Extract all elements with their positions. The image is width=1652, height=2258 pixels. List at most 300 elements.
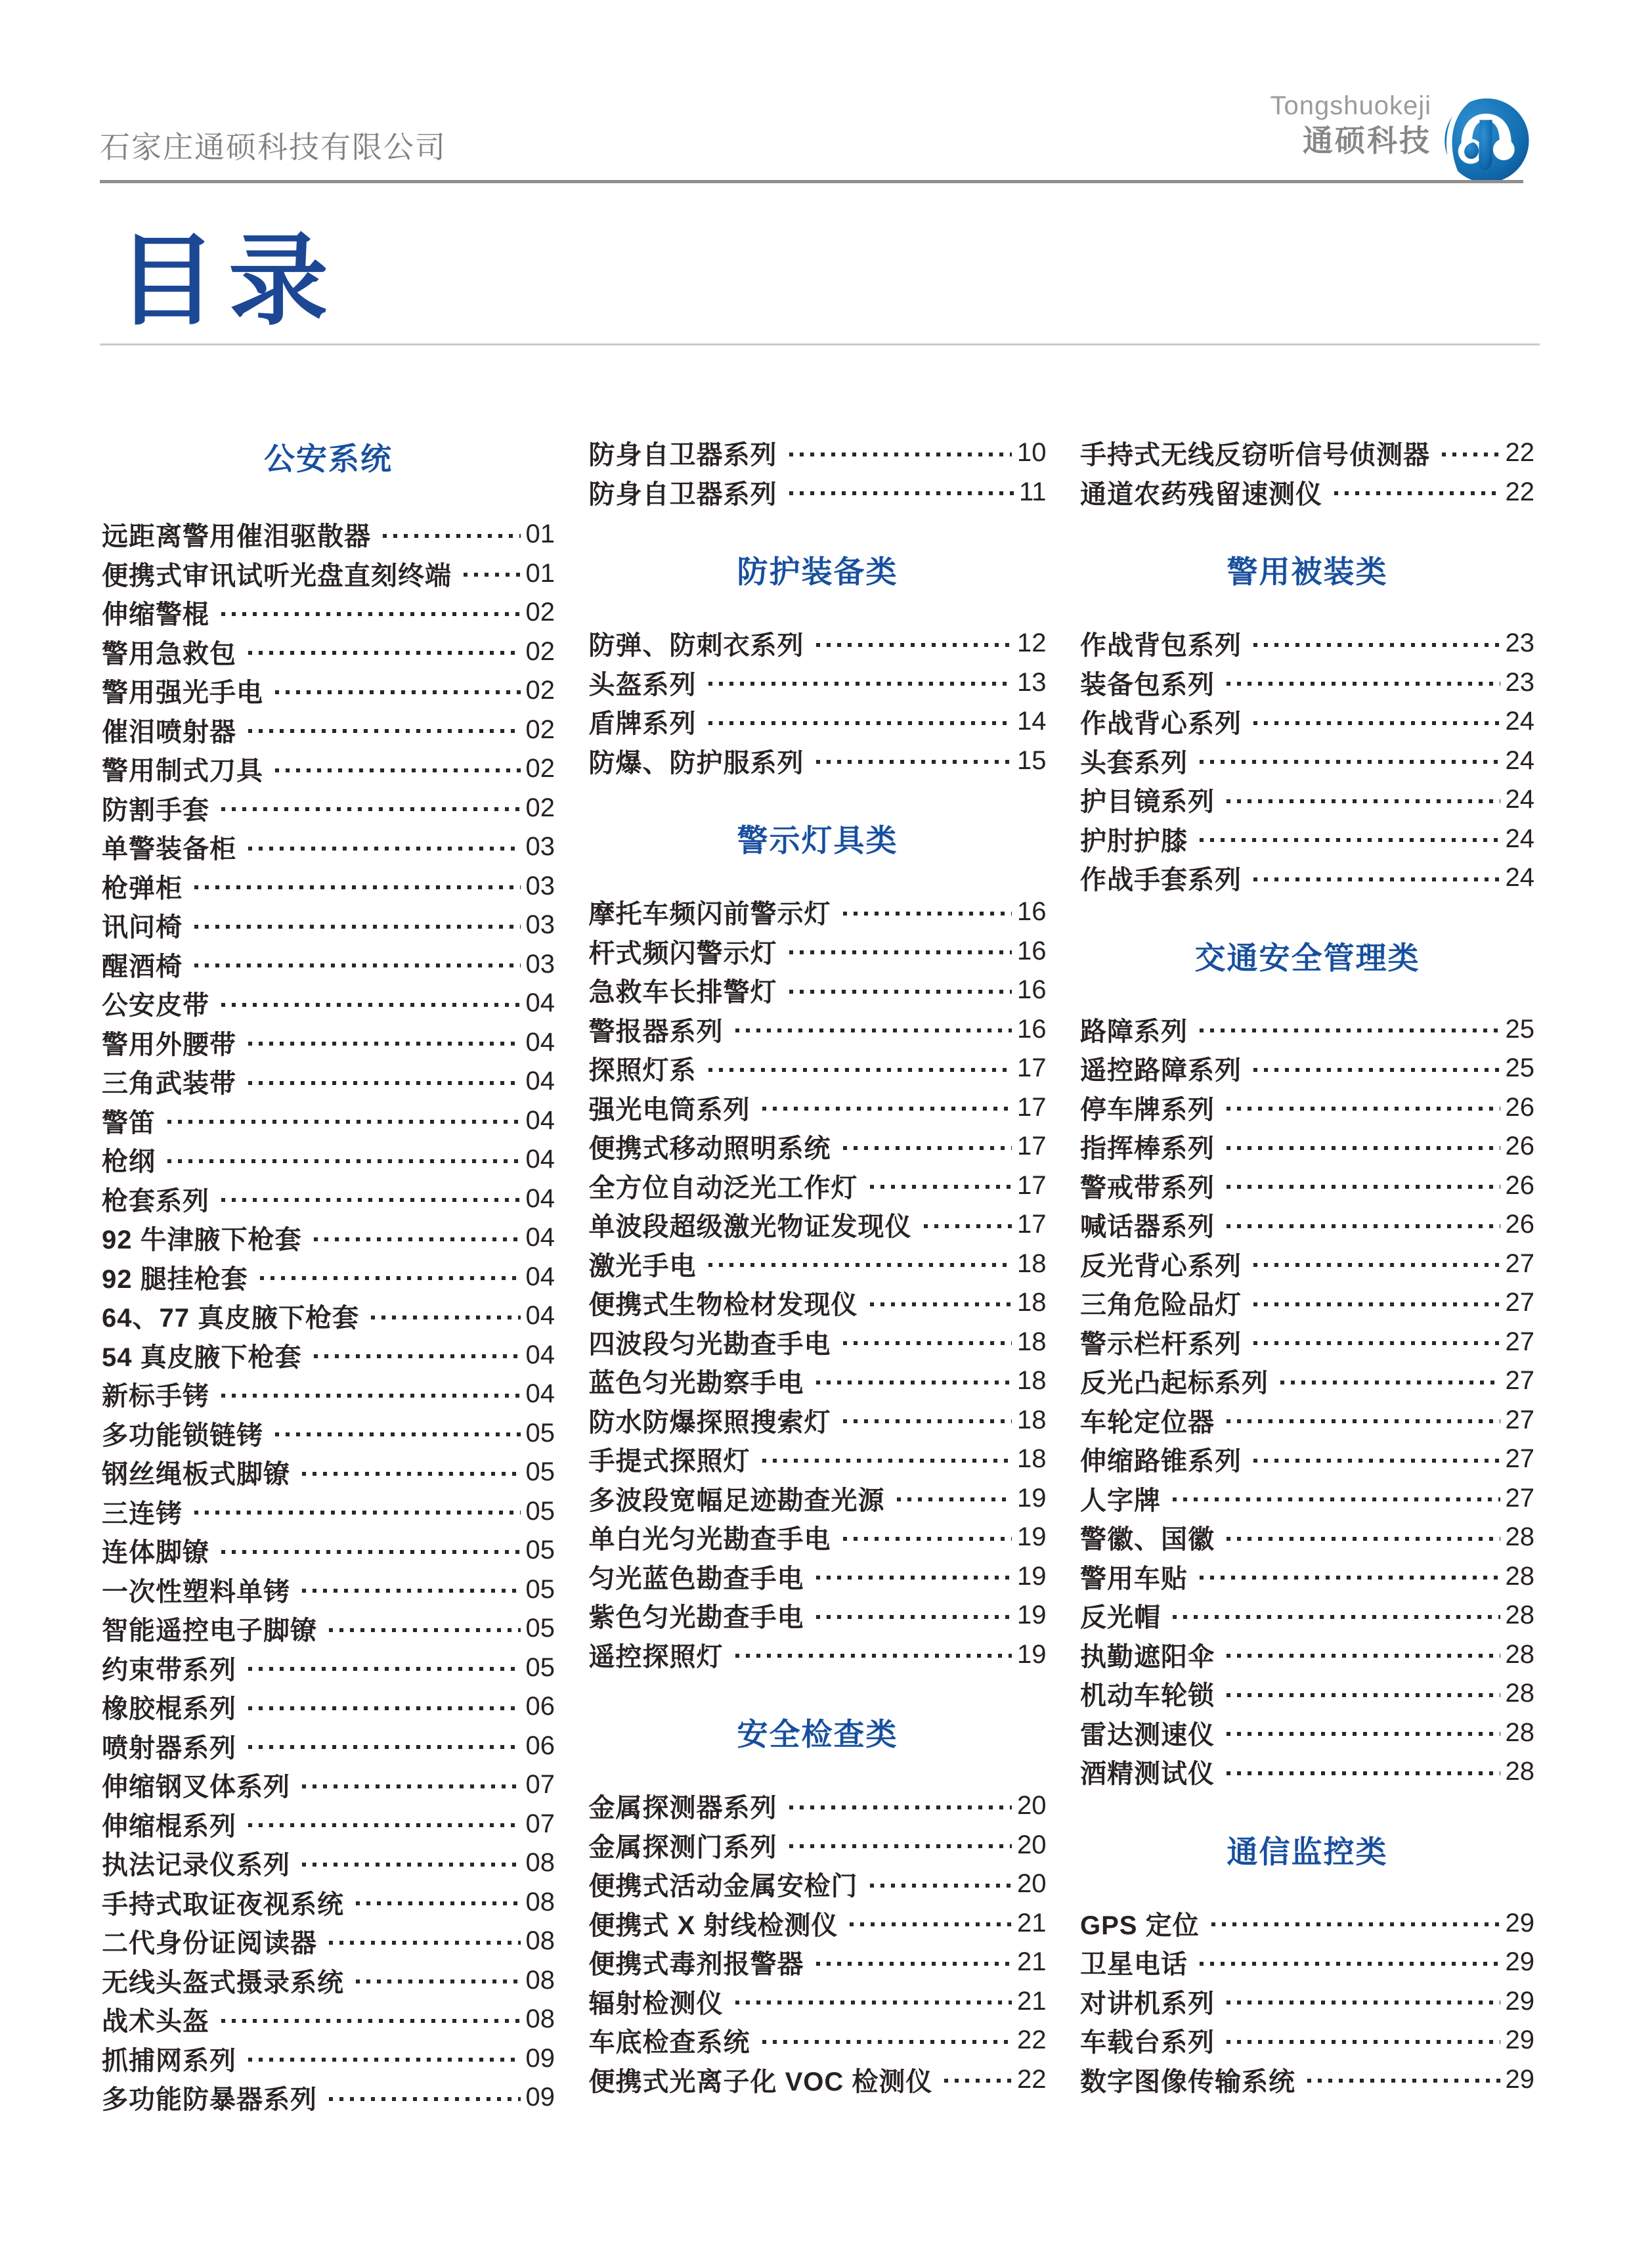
toc-item-page: 04	[525, 1262, 555, 1291]
toc-item-label: 装备包系列	[1080, 670, 1215, 699]
toc-item-label: 便携式活动金属安检门	[588, 1872, 858, 1901]
toc-item-page: 27	[1505, 1483, 1534, 1513]
dot-leader	[167, 1120, 521, 1124]
toc-item	[1080, 1557, 1534, 1597]
dot-leader	[167, 1159, 521, 1163]
toc-item-label: 车底检查系统	[588, 2028, 750, 2058]
dot-leader	[194, 1511, 521, 1515]
toc-item	[589, 1826, 1047, 1865]
toc-item-page: 04	[525, 1184, 555, 1213]
toc-item-page: 19	[1017, 1522, 1047, 1552]
toc-item-page: 24	[1505, 707, 1534, 736]
dot-leader	[221, 807, 521, 811]
toc-item-label: 杆式频闪警示灯	[588, 939, 777, 968]
toc-item-page: 29	[1505, 2064, 1534, 2094]
toc-item-label: 数字图像传输系统	[1080, 2067, 1295, 2096]
toc-item-page: 18	[1017, 1249, 1047, 1278]
toc-item-page: 01	[525, 558, 555, 588]
dot-leader	[1442, 453, 1500, 456]
toc-item-label: 钢丝绳板式脚镣	[102, 1460, 290, 1490]
dot-leader	[1253, 877, 1500, 881]
toc-item-label: 雷达测速仪	[1080, 1720, 1215, 1750]
toc-item-label: 反光凸起标系列	[1080, 1369, 1269, 1398]
toc-item	[1080, 820, 1534, 859]
dot-leader	[221, 1394, 521, 1398]
toc-item-label: 盾牌系列	[588, 709, 697, 739]
toc-item	[1080, 1982, 1534, 2022]
toc-item	[1080, 2060, 1534, 2100]
toc-item	[102, 1023, 555, 1063]
toc-item	[589, 1440, 1047, 1479]
toc-item-page: 07	[525, 1770, 555, 1800]
dot-leader	[248, 729, 521, 733]
toc-item	[102, 632, 555, 672]
toc-item-page: 06	[525, 1692, 555, 1721]
dot-leader	[464, 573, 521, 577]
toc-item-page: 23	[1505, 667, 1534, 697]
toc-item	[102, 711, 555, 750]
toc-item-page: 24	[1505, 824, 1534, 853]
toc-item-label: 金属探测门系列	[588, 1832, 777, 1862]
section-heading: 防护装备类	[737, 554, 898, 589]
toc-item-label: 作战背心系列	[1080, 709, 1242, 739]
toc-item	[1080, 1440, 1534, 1479]
toc-item-page: 28	[1505, 1601, 1534, 1630]
dot-leader	[735, 1654, 1012, 1658]
header-divider	[100, 180, 1523, 183]
toc-item-label: 约束带系列	[102, 1655, 236, 1685]
toc-item-page: 05	[525, 1652, 555, 1682]
toc-item-label: 橡胶棍系列	[102, 1694, 236, 1724]
dot-leader	[1227, 1419, 1500, 1423]
toc-item-label: 手持式无线反窃听信号侦测器	[1080, 441, 1430, 470]
toc-item-label: 反光背心系列	[1080, 1251, 1242, 1281]
dot-leader	[1227, 682, 1500, 686]
dot-leader	[1227, 1654, 1500, 1658]
toc-item	[102, 1101, 555, 1141]
toc-item-label: 反光帽	[1080, 1603, 1161, 1633]
toc-item	[589, 932, 1047, 971]
toc-item	[1080, 742, 1534, 781]
toc-item-label: 头套系列	[1080, 748, 1188, 778]
toc-item-label: 便携式移动照明系统	[588, 1134, 831, 1164]
toc-item-label: 便携式审讯试听光盘直刻终端	[102, 561, 452, 590]
toc-item-page: 03	[525, 832, 555, 862]
dot-leader	[1227, 1146, 1500, 1150]
dot-leader	[221, 612, 521, 616]
toc-item-label: 警用车贴	[1080, 1564, 1188, 1593]
toc-item-page: 05	[525, 1457, 555, 1487]
toc-item	[102, 1531, 555, 1570]
company-name: 石家庄通硕科技有限公司	[100, 130, 446, 164]
toc-item	[589, 1127, 1047, 1166]
toc-item-label: 作战背包系列	[1080, 631, 1242, 661]
section-heading: 公安系统	[264, 441, 393, 476]
toc-item-label: 匀光蓝色勘查手电	[588, 1564, 804, 1593]
section-heading: 交通安全管理类	[1194, 940, 1420, 975]
toc-item	[1080, 2021, 1534, 2060]
toc-item	[589, 1088, 1047, 1128]
toc-item	[1080, 433, 1534, 473]
toc-item-page: 09	[525, 2043, 555, 2073]
toc-item	[102, 1336, 555, 1375]
toc-item-page: 08	[525, 1965, 555, 1995]
dot-leader	[735, 2001, 1012, 2004]
toc-item-label: 单白光匀光勘查手电	[588, 1525, 831, 1555]
logo-text-en: Tongshuokeji	[1270, 91, 1431, 120]
toc-item-page: 16	[1017, 1014, 1047, 1044]
toc-item-label: 头盔系列	[588, 670, 697, 699]
dot-leader	[356, 1901, 521, 1905]
toc-item-page: 22	[1017, 2064, 1047, 2094]
dot-leader	[248, 1667, 521, 1671]
toc-item-page: 02	[525, 793, 555, 822]
toc-item	[589, 1205, 1047, 1245]
toc-item-label: 警用制式刀具	[102, 757, 263, 786]
dot-leader	[816, 1962, 1012, 1966]
toc-item-page: 25	[1505, 1014, 1534, 1044]
toc-item-page: 05	[525, 1536, 555, 1565]
dot-leader	[275, 1432, 521, 1436]
toc-item	[1080, 1127, 1534, 1166]
toc-item-page: 08	[525, 1887, 555, 1916]
dot-leader	[314, 1237, 521, 1241]
toc-item-label: 防爆、防护服系列	[588, 748, 804, 778]
dot-leader	[816, 1615, 1012, 1619]
toc-item-label: 防身自卫器系列	[588, 441, 777, 470]
toc-item-label: 酒精测试仪	[1080, 1760, 1215, 1789]
dot-leader	[789, 990, 1012, 994]
toc-item-page: 24	[1505, 745, 1534, 775]
toc-item-label: 伸缩棍系列	[102, 1811, 236, 1841]
dot-leader	[850, 1922, 1012, 1926]
toc-item-label: 枪套系列	[102, 1186, 209, 1216]
toc-item-label: 枪纲	[102, 1147, 156, 1177]
toc-item	[589, 1943, 1047, 1982]
dot-leader	[762, 1107, 1012, 1111]
toc-item-label: 紫色匀光勘查手电	[588, 1603, 804, 1633]
toc-item-page: 03	[525, 949, 555, 979]
toc-item	[1080, 1904, 1534, 1943]
toc-item	[102, 984, 555, 1023]
dot-leader	[248, 1042, 521, 1046]
toc-item	[589, 893, 1047, 932]
toc-item-page: 08	[525, 2004, 555, 2034]
toc-item-page: 12	[1017, 629, 1047, 658]
logo-text	[1271, 91, 1432, 158]
dot-leader	[302, 1472, 521, 1476]
toc-item	[102, 906, 555, 945]
toc-item-page: 16	[1017, 975, 1047, 1005]
dot-leader	[1227, 2040, 1500, 2044]
dot-leader	[194, 925, 521, 929]
dot-leader	[302, 1589, 521, 1593]
toc-item-label: 公安皮带	[102, 991, 209, 1021]
toc-item-label: 车轮定位器	[1080, 1407, 1215, 1437]
toc-item-label: 催泪喷射器	[102, 717, 236, 747]
toc-item-label: 手提式探照灯	[588, 1447, 750, 1476]
dot-leader	[1253, 1068, 1500, 1072]
toc-item-page: 04	[525, 1301, 555, 1331]
toc-item	[102, 1258, 555, 1297]
toc-item-label: 警用强光手电	[102, 678, 263, 708]
toc-item-page: 04	[525, 1145, 555, 1174]
toc-item	[102, 1062, 555, 1101]
toc-item-page: 20	[1017, 1830, 1047, 1859]
toc-item-page: 27	[1505, 1249, 1534, 1278]
toc-item	[1080, 1674, 1534, 1714]
toc-item-page: 20	[1017, 1869, 1047, 1899]
toc-item-page: 14	[1017, 707, 1047, 736]
toc-item-label: 智能遥控电子脚镣	[102, 1616, 317, 1646]
toc-item-label: 醒酒椅	[102, 952, 183, 981]
toc-item-page: 08	[525, 1848, 555, 1878]
dot-leader	[221, 2019, 521, 2023]
toc-item-label: 便携式光离子化 VOC 检测仪	[588, 2067, 933, 2096]
toc-item-label: 伸缩警棍	[102, 600, 209, 630]
toc-item-page: 05	[525, 1496, 555, 1526]
dot-leader	[762, 2040, 1012, 2044]
toc-item-page: 02	[525, 715, 555, 744]
toc-item-page: 28	[1505, 1757, 1534, 1786]
toc-item-page: 29	[1505, 2026, 1534, 2055]
toc-item-label: 警示栏杆系列	[1080, 1329, 1242, 1359]
dot-leader	[1211, 1922, 1500, 1926]
toc-item-label: 辐射检测仪	[588, 1989, 724, 2018]
toc-item-page: 22	[1017, 2026, 1047, 2055]
toc-item-page: 04	[525, 1067, 555, 1096]
toc-item	[102, 593, 555, 632]
toc-item	[589, 2021, 1047, 2060]
dot-leader	[843, 1146, 1012, 1150]
toc-item-label: 便携式毒剂报警器	[588, 1950, 804, 1980]
dot-leader	[1173, 1615, 1500, 1619]
toc-item-label: 护肘护膝	[1080, 826, 1188, 856]
toc-item-label: 机动车轮锁	[1080, 1681, 1215, 1711]
toc-item-label: 二代身份证阅读器	[102, 1929, 317, 1959]
toc-item-label: 战术头盔	[102, 2007, 209, 2037]
dot-leader	[762, 1459, 1012, 1463]
dot-leader	[789, 950, 1012, 954]
toc-item-label: 遥控探照灯	[588, 1642, 724, 1671]
toc-item-page: 02	[525, 598, 555, 627]
toc-item	[589, 1361, 1047, 1401]
toc-item	[102, 2039, 555, 2079]
toc-item-page: 04	[525, 1027, 555, 1057]
dot-leader	[789, 1844, 1012, 1848]
dot-leader	[1253, 643, 1500, 647]
toc-item-label: 全方位自动泛光工作灯	[588, 1173, 858, 1203]
dot-leader	[1227, 1224, 1500, 1228]
toc-item	[102, 1414, 555, 1453]
toc-item-label: 92 腿挂枪套	[102, 1264, 248, 1294]
toc-item-page: 21	[1017, 1947, 1047, 1977]
toc-item-page: 05	[525, 1574, 555, 1604]
toc-item-label: 54 真皮腋下枪套	[102, 1342, 302, 1372]
dot-leader	[1253, 1341, 1500, 1345]
toc-item	[102, 1609, 555, 1649]
dot-leader	[944, 2079, 1012, 2083]
toc-item-page: 02	[525, 754, 555, 784]
dot-leader	[816, 760, 1012, 764]
toc-item	[102, 1844, 555, 1883]
dot-leader	[1173, 1497, 1500, 1501]
toc-item	[589, 2060, 1047, 2100]
toc-item	[102, 1218, 555, 1258]
toc-item-label: 人字牌	[1080, 1486, 1161, 1515]
toc-item-page: 20	[1017, 1791, 1047, 1821]
toc-item-page: 06	[525, 1731, 555, 1760]
toc-item-label: 连体脚镣	[102, 1538, 209, 1568]
toc-item-label: 手持式取证夜视系统	[102, 1890, 344, 1919]
toc-item-label: 警戒带系列	[1080, 1173, 1215, 1203]
dot-leader	[1227, 1693, 1500, 1697]
toc-item	[589, 1049, 1047, 1088]
toc-item-label: 伸缩钢叉体系列	[102, 1773, 290, 1802]
toc-item-page: 15	[1017, 745, 1047, 775]
toc-item-label: 92 牛津腋下枪套	[102, 1226, 302, 1255]
toc-item-page: 18	[1017, 1444, 1047, 1474]
toc-item	[102, 2078, 555, 2117]
toc-item	[589, 1596, 1047, 1635]
toc-item-page: 23	[1505, 629, 1534, 658]
toc-item	[1080, 1205, 1534, 1245]
toc-item	[1080, 1635, 1534, 1675]
dot-leader	[1253, 1302, 1500, 1306]
dot-leader	[1227, 1771, 1500, 1775]
toc-item-label: 急救车长排警灯	[588, 978, 777, 1007]
toc-item	[102, 1961, 555, 2001]
dot-leader	[789, 491, 1014, 495]
dot-leader	[221, 1550, 521, 1554]
toc-item	[102, 1765, 555, 1805]
dot-leader	[302, 1863, 521, 1867]
dot-leader	[1227, 2001, 1500, 2004]
dot-leader	[870, 1185, 1012, 1189]
toc-item-page: 17	[1017, 1092, 1047, 1122]
toc-item-page: 16	[1017, 897, 1047, 927]
toc-item-label: 对讲机系列	[1080, 1989, 1215, 2018]
dot-leader	[1280, 1381, 1500, 1384]
toc-item-label: 伸缩路锥系列	[1080, 1447, 1242, 1476]
section-heading: 安全检查类	[737, 1717, 898, 1752]
dot-leader	[1227, 1185, 1500, 1189]
toc-item-page: 28	[1505, 1639, 1534, 1669]
toc-item-page: 02	[525, 676, 555, 705]
dot-leader	[1227, 1732, 1500, 1736]
toc-item	[102, 749, 555, 789]
toc-item-label: 便携式 X 射线检测仪	[588, 1911, 838, 1940]
toc-item	[1080, 1518, 1534, 1557]
toc-item	[1080, 624, 1534, 663]
toc-item-page: 27	[1505, 1288, 1534, 1317]
toc-item	[102, 1296, 555, 1336]
toc-item	[102, 1453, 555, 1492]
toc-item-page: 26	[1505, 1210, 1534, 1239]
toc-item-page: 27	[1505, 1444, 1534, 1474]
toc-item-label: 卫星电话	[1080, 1950, 1188, 1980]
toc-item-page: 04	[525, 1340, 555, 1369]
toc-item	[102, 2000, 555, 2039]
toc-item-page: 19	[1017, 1561, 1047, 1591]
toc-item	[589, 624, 1047, 663]
toc-item	[1080, 663, 1534, 703]
dot-leader	[1200, 1962, 1500, 1966]
toc-item-page: 29	[1505, 1947, 1534, 1977]
toc-item-page: 19	[1017, 1639, 1047, 1669]
dot-leader	[248, 847, 521, 851]
toc-item-page: 01	[525, 520, 555, 549]
toc-item-page: 17	[1017, 1210, 1047, 1239]
toc-item-page: 04	[525, 1223, 555, 1252]
dot-leader	[708, 721, 1012, 725]
dot-leader	[248, 651, 521, 655]
dot-leader	[1200, 838, 1500, 842]
section-heading: 警用被装类	[1227, 554, 1388, 589]
toc-item-label: 作战手套系列	[1080, 866, 1242, 895]
dot-leader	[789, 453, 1012, 456]
toc-item	[589, 1904, 1047, 1943]
toc-item	[589, 1557, 1047, 1597]
toc-column-3	[1080, 433, 1534, 2117]
toc-item-page: 28	[1505, 1561, 1534, 1591]
toc-item-label: 无线头盔式摄录系统	[102, 1968, 344, 1997]
toc-item-page: 27	[1505, 1366, 1534, 1396]
dot-leader	[1227, 1537, 1500, 1541]
dot-leader	[248, 1081, 521, 1085]
dot-leader	[897, 1497, 1012, 1501]
dot-leader	[194, 885, 521, 889]
dot-leader	[1200, 1576, 1500, 1580]
toc-item-page: 19	[1017, 1601, 1047, 1630]
dot-leader	[816, 643, 1012, 647]
toc-column-1	[102, 433, 555, 2117]
company-logo-icon	[1439, 92, 1532, 189]
dot-leader	[708, 682, 1012, 686]
toc-item	[1080, 1401, 1534, 1440]
dot-leader	[1307, 2079, 1500, 2083]
toc-item-label: 讯问椅	[102, 913, 183, 942]
toc-item	[589, 1518, 1047, 1557]
toc-item-label: 警报器系列	[588, 1017, 724, 1046]
toc-item-page: 07	[525, 1809, 555, 1838]
toc-item	[102, 945, 555, 985]
toc-item-page: 29	[1505, 1986, 1534, 2016]
toc-item	[1080, 1088, 1534, 1128]
toc-item-page: 05	[525, 1418, 555, 1448]
toc-item-page: 08	[525, 1926, 555, 1956]
toc-item-label: 激光手电	[588, 1251, 697, 1281]
toc-item-label: 警用外腰带	[102, 1030, 236, 1059]
toc-item	[102, 1180, 555, 1219]
toc-item	[102, 867, 555, 906]
toc-item-page: 17	[1017, 1132, 1047, 1161]
toc-item-page: 10	[1017, 438, 1047, 468]
toc-item	[589, 971, 1047, 1010]
toc-item-page: 17	[1017, 1170, 1047, 1200]
toc-item-page: 25	[1505, 1053, 1534, 1083]
section-heading: 警示灯具类	[737, 823, 898, 858]
toc-item-label: 防弹、防刺衣系列	[588, 631, 804, 661]
toc-item	[1080, 473, 1534, 512]
toc-item-page: 21	[1017, 1986, 1047, 2016]
toc-item	[1080, 1752, 1534, 1792]
toc-item	[589, 1283, 1047, 1323]
toc-item-page: 26	[1505, 1132, 1534, 1161]
dot-leader	[843, 1419, 1012, 1423]
toc-item-label: 三角武装带	[102, 1069, 236, 1099]
toc-item	[102, 515, 555, 554]
